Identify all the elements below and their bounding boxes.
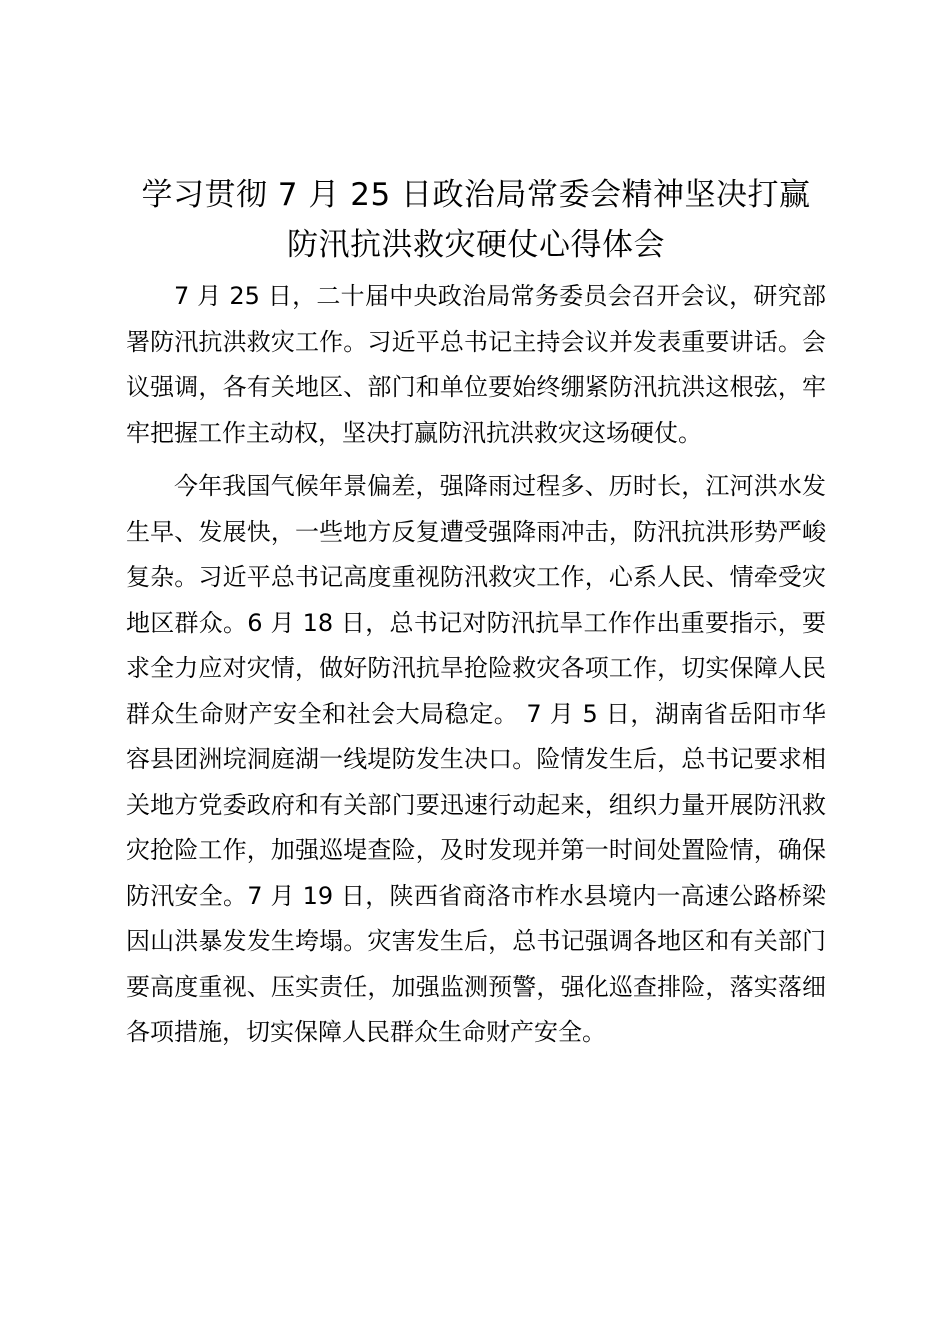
paragraph-2: 今年我国气候年景偏差，强降雨过程多、历时长，江河洪水发生早、发展快，一些地方反复遭受强降雨冲击，防汛抗洪形势严峻复杂。习近平总书记高度重视防汛救灾工作，心系人民、情牵受灾地区群众。6 月 18 日，总书记对防汛抗旱工作作出重要指示，要求全力应对灾情，做好防汛抗旱抢险救灾各项工作，切实保障人民群众生命财产安全和社会大局稳定。 7 月 5 日，湖南省岳阳市华容县团洲垸洞庭湖一线堤防发生决口。险情发生后，总书记要求相关地方党委政府和有关部门要迅速行动起来，组织力量开展防汛救灾抢险工作，加强巡堤查险，及时发现并第一时间处置险情，确保防汛安全。7 月 19 日，陕西省商洛市柞水县境内一高速公路桥梁因山洪暴发发生垮塌。灾害发生后，总书记强调各地区和有关部门要高度重视、压实责任，加强监测预警，强化巡查排险，落实落细各项措施，切实保障人民群众生命财产安全。: [126, 472, 826, 1046]
document-body: [126, 170, 826, 1056]
document-title: 学习贯彻 7 月 25 日政治局常委会精神坚决打赢防汛抗洪救灾硬仗心得体会: [141, 177, 811, 263]
paragraph-1: 7 月 25 日，二十届中央政治局常务委员会召开会议，研究部署防汛抗洪救灾工作。习近平总书记主持会议并发表重要讲话。会议强调，各有关地区、部门和单位要始终绷紧防汛抗洪这根弦，牢牢把握工作主动权，坚决打赢防汛抗洪救灾这场硬仗。: [126, 282, 826, 447]
